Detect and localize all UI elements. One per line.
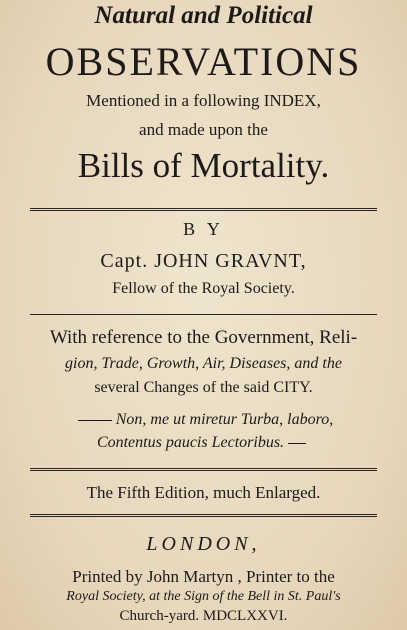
reference-line-3: several Changes of the said CITY. xyxy=(94,379,313,396)
subtitle-line-2: and made upon the xyxy=(139,120,268,139)
divider-rule-4 xyxy=(30,514,377,517)
divider-rule-3 xyxy=(30,468,377,471)
divider-rule-2 xyxy=(30,314,377,315)
subtitle-bills-of-mortality: Bills of Mortality. xyxy=(77,146,330,185)
dash-ornament xyxy=(288,443,306,444)
edition-statement: The Fifth Edition, much Enlarged. xyxy=(86,483,321,502)
motto-text-1: Non, me ut miretur Turba, laboro, xyxy=(115,411,334,428)
reference-line-2: gion, Trade, Growth, Air, Diseases, and the xyxy=(65,355,342,372)
motto-line-1 xyxy=(0,411,407,429)
place-of-publication: LONDON, xyxy=(146,533,261,555)
title-observations: OBSERVATIONS xyxy=(45,39,362,84)
subtitle-line-1: Mentioned in a following INDEX, xyxy=(86,91,321,110)
by-label: B Y xyxy=(183,219,224,239)
imprint-line-1: Printed by John Martyn , Printer to the xyxy=(72,567,335,586)
author-title: Fellow of the Royal Society. xyxy=(112,280,295,297)
author-name: Capt. JOHN GRAVNT, xyxy=(100,250,307,272)
imprint-line-3: Church-yard. MDCLXXVI. xyxy=(119,608,288,624)
motto-text-2: Contentus paucis Lectoribus. xyxy=(96,434,285,451)
imprint-line-2: Royal Society, at the Sign of the Bell in St. Paul's xyxy=(66,589,341,604)
dash-ornament xyxy=(78,420,112,421)
reference-line-1: With reference to the Government, Reli- xyxy=(49,327,358,348)
motto-line-2 xyxy=(0,434,407,452)
divider-rule-1 xyxy=(30,208,377,211)
title-line-1: Natural and Political xyxy=(94,2,313,29)
